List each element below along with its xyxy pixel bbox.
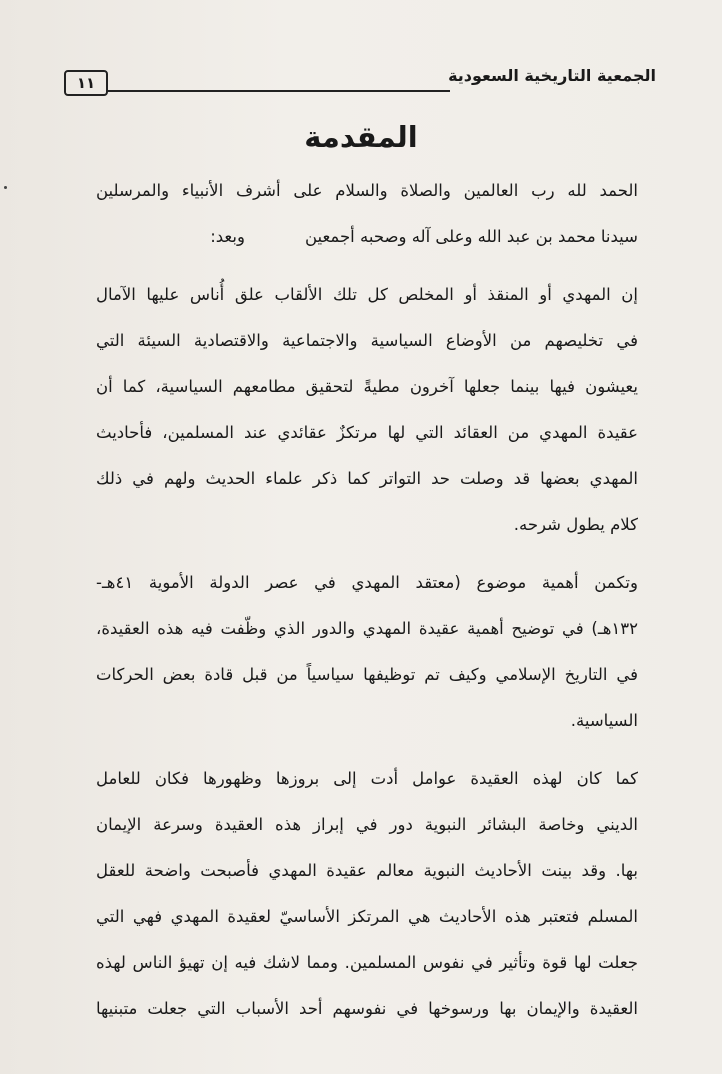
body-text — [96, 168, 638, 1032]
running-header — [64, 64, 656, 98]
text-line: كما كان لهذه العقيدة عوامل أدت إلى بروزها وظهورها فكان للعامل — [96, 769, 638, 788]
text-line: السياسية. — [570, 711, 638, 730]
text-line: يعيشون فيها بينما جعلها آخرون مطيةً لتحقيق مطامعهم السياسية، كما أن — [96, 377, 638, 396]
text-line — [96, 214, 638, 260]
header-rule — [108, 90, 450, 92]
text-line: في تخليصهم من الأوضاع السياسية والاجتماعية والاقتصادية السيئة التي — [96, 331, 638, 350]
text-line: جعلت لها قوة وتأثير في نفوس المسلمين. ومما لاشك فيه إن تهيؤ الناس لهذه — [96, 953, 638, 972]
text-line: كلام يطول شرحه. — [513, 515, 638, 534]
text-segment: وبعد: — [210, 227, 245, 246]
text-line: في التاريخ الإسلامي وكيف تم توظيفها سياسياً من قبل قادة بعض الحركات — [96, 665, 638, 684]
paragraph-gap — [96, 744, 638, 756]
text-line: المهدي بعضها قد وصلت حد التواتر كما ذكر علماء الحديث ولهم في ذلك — [96, 469, 638, 488]
paragraph-gap — [96, 548, 638, 560]
header-title: الجمعية التاريخية السعودية — [448, 66, 656, 85]
text-line: ١٣٢هـ) في توضيح أهمية عقيدة المهدي والدور الذي وظّفت فيه هذه العقيدة، — [96, 619, 638, 638]
text-line: الديني وخاصة البشائر النبوية دور في إبراز هذه العقيدة وسرعة الإيمان — [96, 815, 638, 834]
page-number: ١١ — [64, 70, 108, 96]
text-line: وتكمن أهمية موضوع (معتقد المهدي في عصر الدولة الأموية ٤١هـ- — [96, 573, 638, 592]
text-line: عقيدة المهدي من العقائد التي لها مرتكزٌ عقائدي عند المسلمين، فأحاديث — [96, 423, 638, 442]
text-line: المسلم فتعتبر هذه الأحاديث هي المرتكز الأساسيّ لعقيدة المهدي فهي التي — [96, 907, 638, 926]
text-line: الحمد لله رب العالمين والصلاة والسلام على أشرف الأنبياء والمرسلين — [96, 181, 638, 200]
text-line: العقيدة والإيمان بها ورسوخها في نفوسهم أحد الأسباب التي جعلت متبنيها — [96, 999, 638, 1018]
paragraph-gap — [96, 260, 638, 272]
text-line: بها. وقد بينت الأحاديث النبوية معالم عقيدة المهدي فأصبحت واضحة للعقل — [96, 861, 638, 880]
chapter-title: المقدمة — [304, 120, 418, 154]
text-segment: سيدنا محمد بن عبد الله وعلى آله وصحبه أجمعين — [304, 227, 638, 246]
text-line: إن المهدي أو المنقذ أو المخلص كل تلك الألقاب علق أُناس عليها الآمال — [96, 285, 638, 304]
margin-speck — [4, 186, 7, 189]
